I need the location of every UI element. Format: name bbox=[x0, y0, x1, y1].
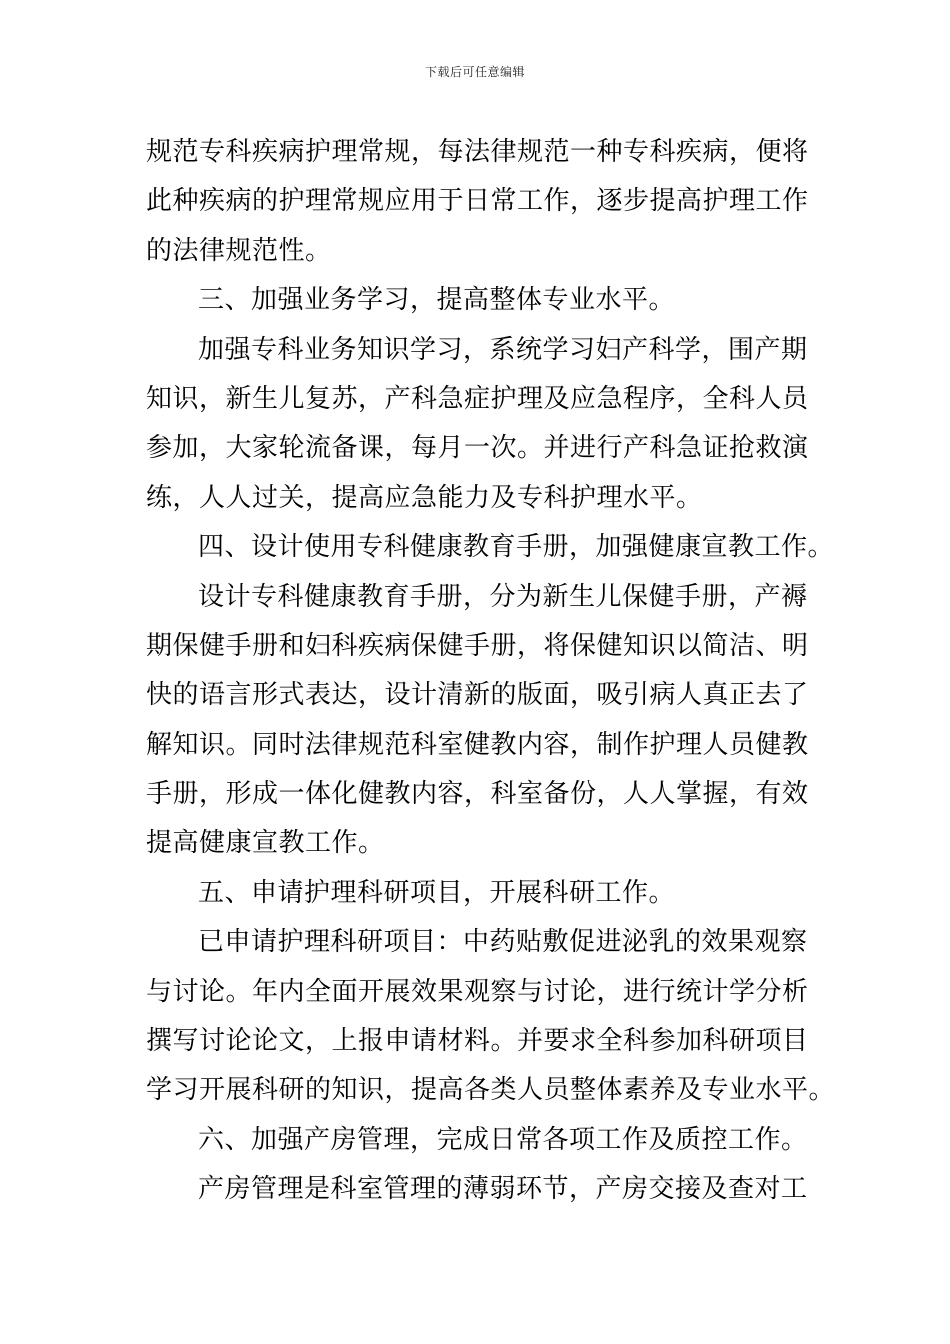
text-line: 期保健手册和妇科疾病保健手册，将保健知识以简洁、明 bbox=[146, 630, 809, 661]
text-line: 加强专科业务知识学习，系统学习妇产科学，围产期 bbox=[198, 334, 808, 365]
text-line: 设计专科健康教育手册，分为新生儿保健手册，产褥 bbox=[198, 581, 808, 612]
text-line: 解知识。同时法律规范科室健教内容，制作护理人员健教 bbox=[146, 729, 809, 760]
page-header: 下载后可任意编辑 bbox=[424, 65, 525, 79]
text-line: 已申请护理科研项目：中药贴敷促进泌乳的效果观察 bbox=[198, 927, 808, 958]
text-line: 参加，大家轮流备课，每月一次。并进行产科急证抢救演 bbox=[146, 433, 809, 464]
text-line: 五、申请护理科研项目，开展科研工作。 bbox=[198, 877, 676, 908]
text-line: 快的语言形式表达，设计清新的版面，吸引病人真正去了 bbox=[146, 680, 809, 711]
text-line: 撰写讨论论文，上报申请材料。并要求全科参加科研项目 bbox=[146, 1026, 809, 1057]
text-line: 与讨论。年内全面开展效果观察与讨论，进行统计学分析 bbox=[146, 976, 809, 1007]
text-line: 提高健康宣教工作。 bbox=[146, 828, 385, 859]
text-line: 的法律规范性。 bbox=[146, 235, 332, 266]
text-line: 学习开展科研的知识，提高各类人员整体素养及专业水平。 bbox=[146, 1075, 836, 1106]
text-line: 四、设计使用专科健康教育手册，加强健康宣教工作。 bbox=[198, 532, 835, 563]
text-line: 知识，新生儿复苏，产科急症护理及应急程序，全科人员 bbox=[146, 383, 809, 414]
text-line: 此种疾病的护理常规应用于日常工作，逐步提高护理工作 bbox=[146, 186, 809, 217]
text-line: 六、加强产房管理，完成日常各项工作及质控工作。 bbox=[198, 1124, 808, 1155]
text-line: 规范专科疾病护理常规，每法律规范一种专科疾病，便将 bbox=[146, 137, 809, 167]
body-text bbox=[146, 128, 836, 1215]
text-line: 三、加强业务学习，提高整体专业水平。 bbox=[198, 285, 676, 316]
text-line: 练，人人过关，提高应急能力及专科护理水平。 bbox=[146, 482, 703, 513]
text-line: 产房管理是科室管理的薄弱环节，产房交接及查对工 bbox=[198, 1174, 808, 1205]
text-line: 手册，形成一体化健教内容，科室备份，人人掌握，有效 bbox=[146, 779, 809, 810]
